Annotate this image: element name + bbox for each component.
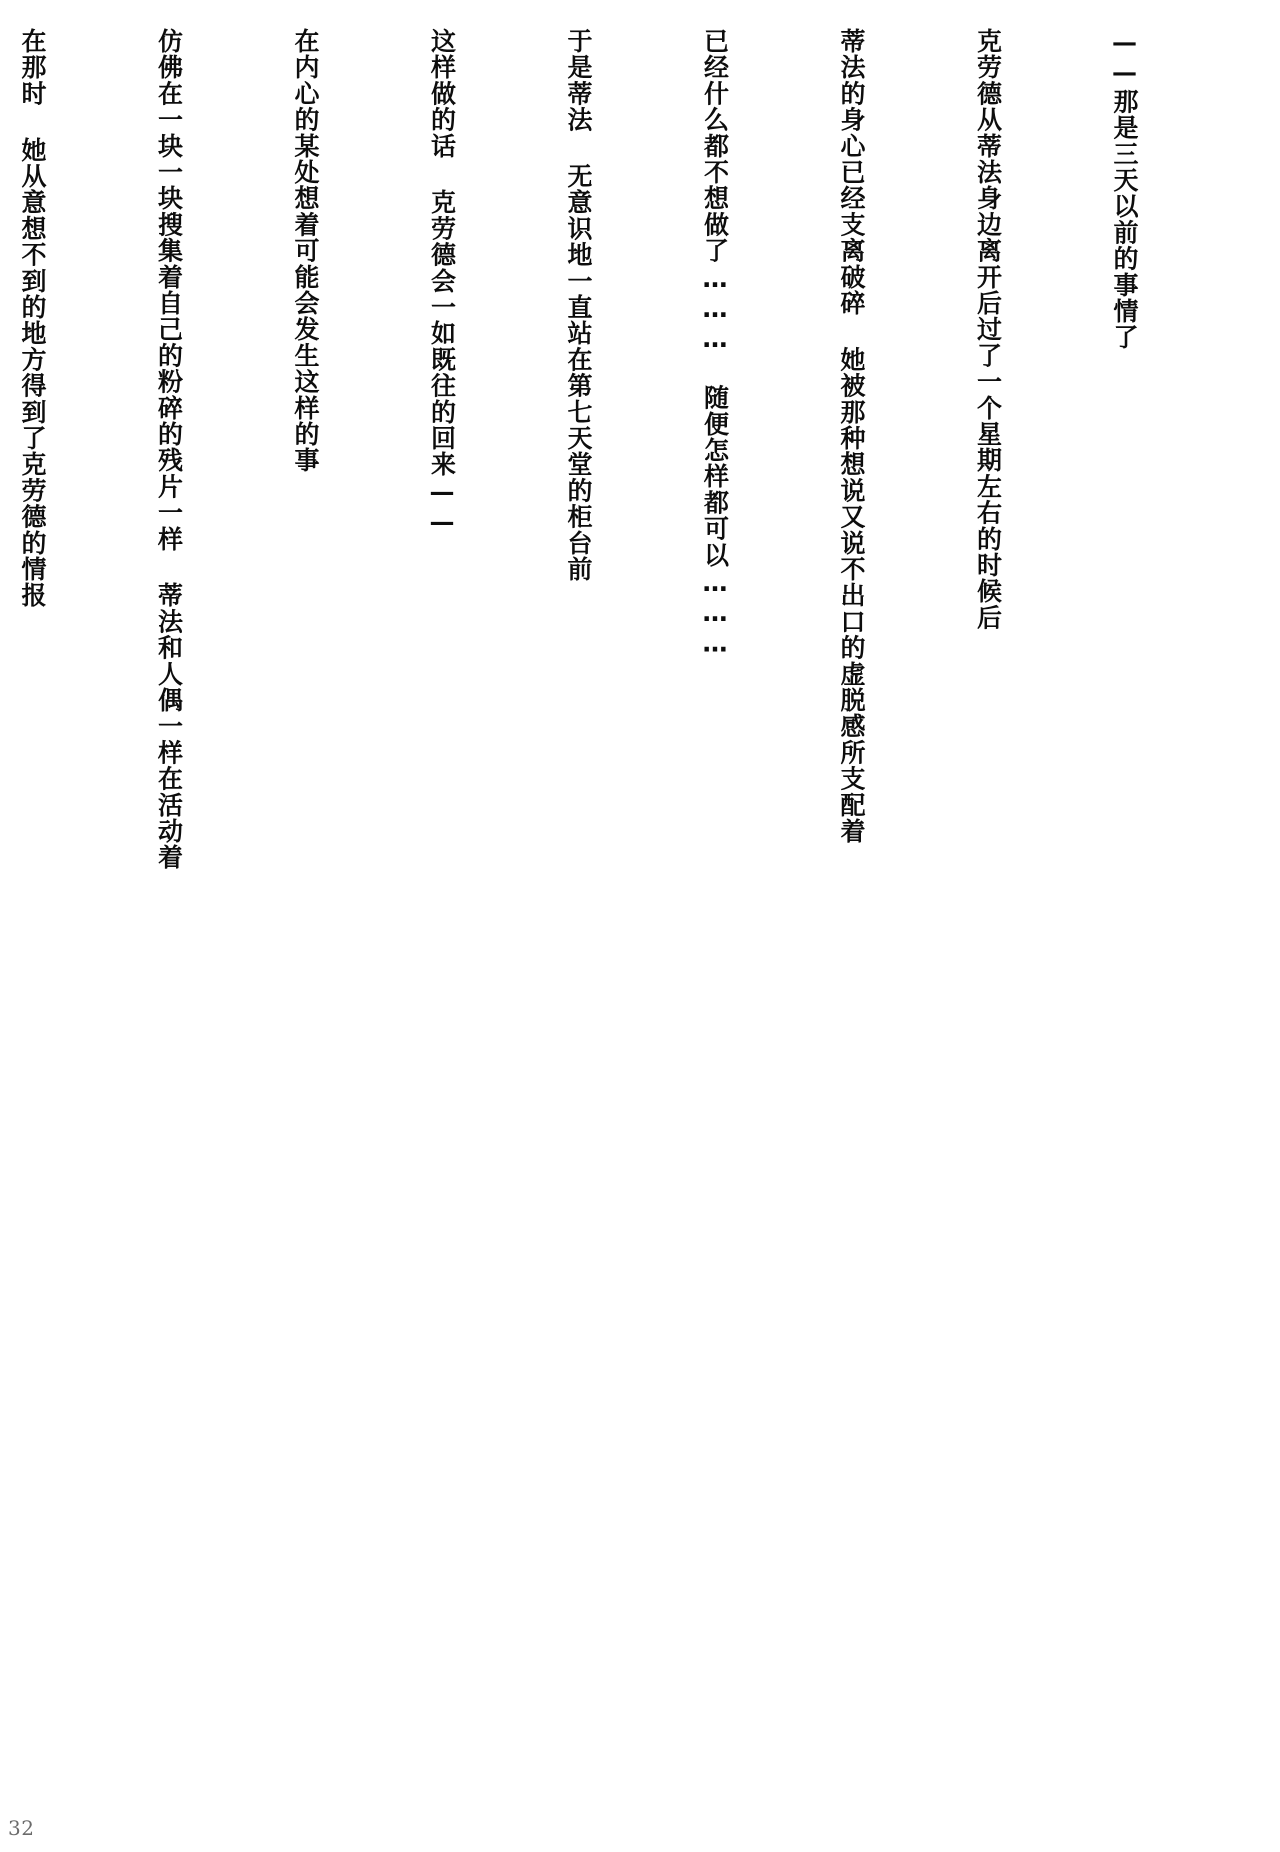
text-line: 于是蒂法 无意识地一直站在第七天堂的柜台前 xyxy=(564,28,593,583)
text-line: ——那是三天以前的事情了 xyxy=(1110,28,1139,351)
text-line: 蒂法的身心已经支离破碎 她被那种想说又说不出口的虚脱感所支配着 xyxy=(837,28,866,845)
text-line: 已经什么都不想做了……… 随便怎样都可以……… xyxy=(700,28,730,659)
text-line: 克劳德从蒂法身边离开后过了一个星期左右的时候后 xyxy=(973,28,1003,631)
text-line: 这样做的话 克劳德会一如既往的回来—— xyxy=(427,28,457,538)
vertical-text-body xyxy=(18,28,1238,1782)
text-line: 仿佛在一块一块搜集着自己的粉碎的残片一样 蒂法和人偶一样在活动着 xyxy=(154,28,184,871)
text-line: 在内心的某处想着可能会发生这样的事 xyxy=(291,28,320,474)
text-line: 在那时 她从意想不到的地方得到了克劳德的情报 xyxy=(18,28,47,609)
page-number: 32 xyxy=(8,1816,35,1840)
